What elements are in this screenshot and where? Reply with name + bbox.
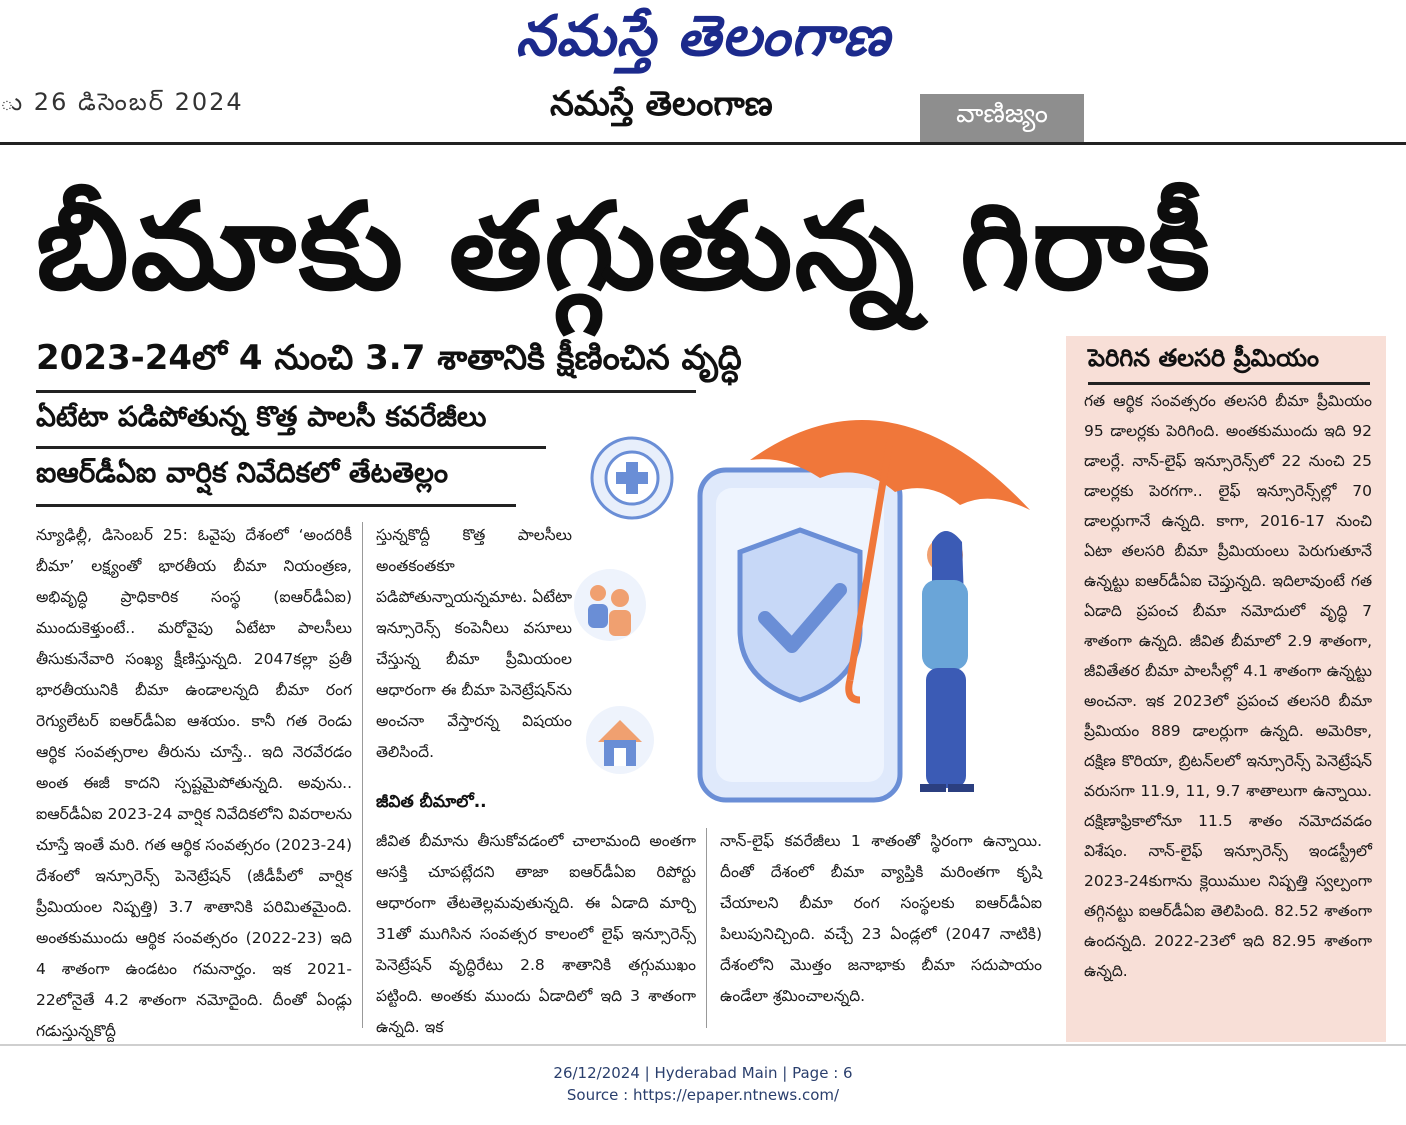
subheadline-3: ఐఆర్‌డీఏఐ వార్షిక నివేదికలో తేటతెల్లం	[36, 456, 449, 489]
column-divider	[706, 828, 707, 1028]
header-brand: నమస్తే తెలంగాణ	[550, 84, 773, 124]
home-icon	[586, 706, 654, 774]
article-column-2-bottom: జీవిత బీమాను తీసుకోవడంలో చాలామంది అంతగా ఆసక్తి చూపట్లేదని తాజా ఐఆర్‌డీఏఐ రిపోర్టు ఆధారంగా తేటతెల్లమవుతున్నది. ఈ ఏడాది మార్చి 31తో ముగిసిన సంవత్సర కాలంలో లైఫ్ ఇన్సూరెన్స్ పెనెట్రేషన్ వృద్ధిరేటు 2.8 శాతానికి తగ్గుముఖం పట్టింది. అంతకు ముందు ఏడాదిలో ఇది 3 శాతంగా ఉన్నది. ఇక	[376, 832, 696, 1036]
insurance-illustration	[560, 380, 1060, 820]
footer-edition-info: 26/12/2024 | Hyderabad Main | Page : 6	[553, 1064, 853, 1082]
medical-cross-icon	[592, 438, 672, 518]
sidebar-title: పెరిగిన తలసరి ప్రీమియం	[1088, 344, 1320, 372]
subhead-life-insurance: జీవిత బీమాలో..	[376, 792, 487, 812]
header-rule	[0, 142, 1406, 145]
subheadline-1: 2023-24లో 4 నుంచి 3.7 శాతానికి క్షీణించిన వృద్ధి	[36, 338, 742, 378]
article-headline: బీమాకు తగ్గుతున్న గిరాకీ	[36, 178, 1213, 317]
footer-source-link[interactable]: Source : https://epaper.ntnews.com/	[566, 1086, 840, 1104]
header-date: ు 26 డిసెంబర్ 2024	[0, 88, 244, 116]
shield-check-icon	[740, 530, 860, 700]
subheadline-2: ఏటేటా పడిపోతున్న కొత్త పాలసీ కవరేజీలు	[36, 400, 487, 433]
family-icon	[574, 569, 646, 641]
section-label: వాణిజ్యం	[920, 94, 1084, 144]
divider	[36, 504, 516, 507]
woman-figure	[920, 531, 974, 792]
article-column-1: న్యూఢిల్లీ, డిసెంబర్ 25: ఓవైపు దేశంలో ‘అందరికీ బీమా’ లక్ష్యంతో భారతీయ బీమా నియంత్రణ, అభివృద్ధి ప్రాధికారిక సంస్థ (ఐఆర్‌డీఏఐ) ముందుకెళ్తుంటే.. మరోవైపు ఏటేటా పాలసీలు తీసుకునేవారి సంఖ్య క్షీణిస్తున్నది. 2047కల్లా ప్రతీ భారతీయునికి బీమా ఉండాలన్నది బీమా రంగ రెగ్యులేటర్ ఐఆర్‌డీఏఐ ఆశయం. కానీ గత రెండు ఆర్థిక సంవత్సరాల తీరును చూస్తే.. ఇది నెరవేరడం అంత ఈజీ కాదని స్పష్టమైపోతున్నది. అవును.. ఐఆర్‌డీఏఐ 2023-24 వార్షిక నివేదికలోని వివరాలను చూస్తే ఇంతే మరి. గత ఆర్థిక సంవత్సరం (2023-24) దేశంలో ఇన్సూరెన్స్ పెనెట్రేషన్ (జీడీపీలో వార్షిక ప్రీమియంల నిష్పత్తి) 3.7 శాతానికి పరిమితమైంది. అంతకుముందు ఆర్థిక సంవత్సరం (2022-23) ఇది 4 శాతంగా ఉండటం గమనార్హం. ఇక 2021-22లోనైతే 4.2 శాతంగా నమోదైంది. దీంతో ఏండ్లు గడుస్తున్నకొద్దీ	[36, 526, 352, 1040]
footer-rule	[0, 1044, 1406, 1046]
newspaper-logo: నమస్తే తెలంగాణ	[515, 4, 891, 69]
sidebar-body: గత ఆర్థిక సంవత్సరం తలసరి బీమా ప్రీమియం 95 డాలర్లకు పెరిగింది. అంతకుముందు ఇది 92 డాలర్లే. నాన్-లైఫ్ ఇన్సూరెన్స్‌లో 22 నుంచి 25 డాలర్లకు పెరగగా.. లైఫ్ ఇన్సూరెన్స్‌ల్లో 70 డాలర్లుగానే ఉన్నది. కాగా, 2016-17 నుంచి ఏటా తలసరి బీమా ప్రీమియంలు పెరుగుతూనే ఉన్నట్టు ఐఆర్‌డీఏఐ చెప్తున్నది. ఇదిలావుంటే గత ఏడాది ప్రపంచ బీమా నమోదులో వృద్ధి 7 శాతంగా ఉన్నది. జీవిత బీమాలో 2.9 శాతంగా, జీవితేతర బీమా పాలసీల్లో 4.1 శాతంగా ఉన్నట్టు అంచనా. ఇక 2023లో ప్రపంచ తలసరి బీమా ప్రీమియం 889 డాలర్లుగా ఉన్నది. అమెరికా, దక్షిణ కొరియా, బ్రిటన్‌లలో ఇన్సూరెన్స్ పెనెట్రేషన్ వరుసగా 11.9, 11, 9.7 శాతాలుగా ఉన్నాయి. దక్షిణాఫ్రికాలోనూ 11.5 శాతం నమోదవడం విశేషం. నాన్-లైఫ్ ఇన్సూరెన్స్ ఇండస్ట్రీలో 2023-24కుగాను క్లెయిముల నిష్పత్తి స్వల్పంగా తగ్గినట్టు ఐఆర్‌డీఏఐ తెలిపింది. 82.52 శాతంగా ఉందన్నది. 2022-23లో ఇది 82.95 శాతంగా ఉన్నది.	[1084, 392, 1372, 980]
page-footer	[0, 1062, 1406, 1106]
article-column-2-top: స్తున్నకొద్దీ కొత్త పాలసీలు అంతకంతకూ పడిపోతున్నాయన్నమాట. ఏటేటా ఇన్సూరెన్స్ కంపెనీలు వసూలు చేస్తున్న బీమా ప్రీమియంల ఆధారంగా ఈ బీమా పెనెట్రేషన్‌ను అంచనా వేస్తారన్న విషయం తెలిసిందే.	[376, 526, 573, 761]
page-header-strip	[0, 84, 1406, 142]
divider	[36, 446, 546, 449]
masthead	[0, 0, 1406, 80]
column-divider	[362, 522, 363, 1028]
divider	[1088, 382, 1370, 385]
article-column-3: నాన్-లైఫ్ కవరేజీలు 1 శాతంతో స్థిరంగా ఉన్నాయి. దీంతో దేశంలో బీమా వ్యాప్తికి మరింతగా కృషి చేయాలని బీమా రంగ సంస్థలకు ఐఆర్‌డీఏఐ పిలుపునిచ్చింది. వచ్చే 23 ఏండ్లలో (2047 నాటికి) దేశంలోని మొత్తం జనాభాకు బీమా సదుపాయం ఉండేలా శ్రమించాలన్నది.	[720, 832, 1042, 1005]
sidebar-box	[1066, 336, 1386, 1042]
